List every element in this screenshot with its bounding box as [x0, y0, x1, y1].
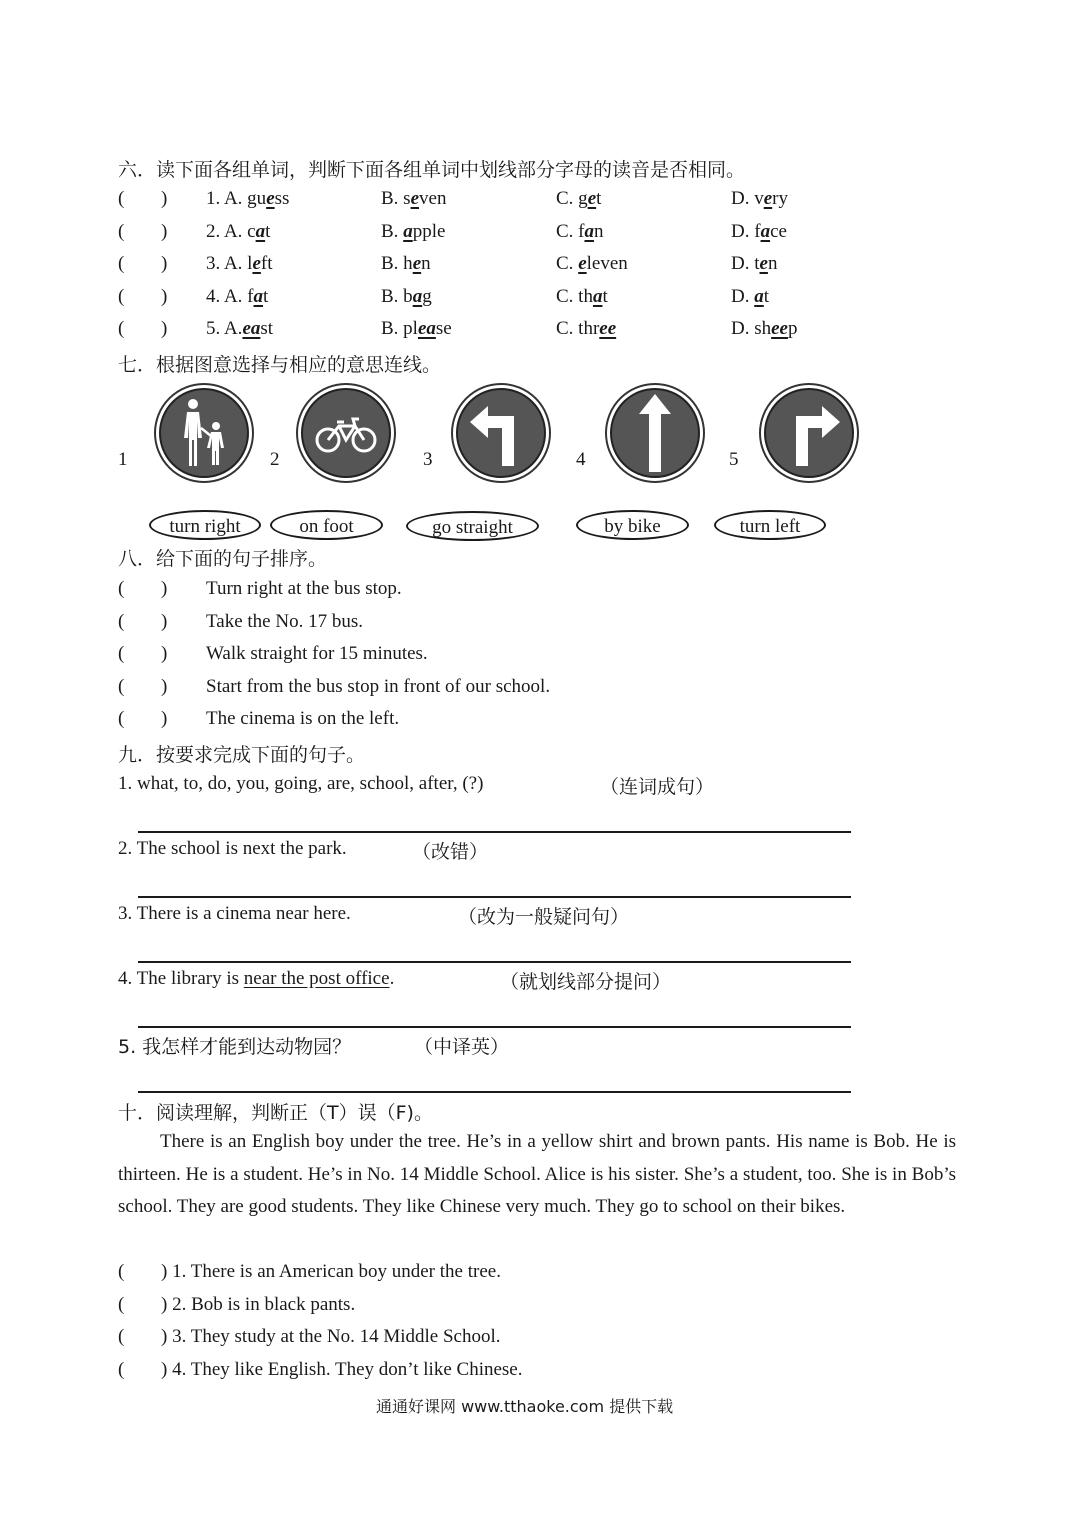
question-1-text: 1. what, to, do, you, going, are, school, after, (?): [118, 773, 484, 794]
word-underlined-letters: a: [760, 220, 771, 242]
word-underlined-letters: e: [252, 253, 261, 274]
word-underlined-letters: ee: [771, 318, 788, 339]
answer-paren-close: ): [161, 188, 168, 209]
word-prefix: D. v: [731, 188, 764, 209]
order-paren-open[interactable]: (: [118, 643, 125, 664]
pedestrian-sign-icon: [153, 382, 255, 484]
word-option-c: [556, 221, 604, 243]
order-paren-close: ): [161, 610, 168, 632]
reading-passage: There is an English boy under the tree. He’s in a yellow shirt and brown pants. His name is Bob. He is thirteen. He is a student. He’s in No. 14 Middle School. Alice is his sister. She’s a student, too. She is in Bob’s school. They are good students. They like Chinese very much. They go to school on their bikes.: [118, 1131, 956, 1217]
word-option-c: [556, 286, 608, 308]
item-number: 2.: [206, 220, 221, 242]
word-suffix: t: [602, 285, 608, 307]
question-4-pre: 4. The library is: [118, 968, 244, 989]
sign-number-5: 5: [729, 449, 739, 470]
word-prefix: C. th: [556, 285, 593, 307]
word-suffix: t: [763, 285, 770, 307]
sign-number-1: 1: [118, 449, 128, 470]
order-paren-close: ): [161, 643, 168, 664]
word-underlined-letters: ee: [599, 318, 617, 339]
word-prefix: C. f: [556, 220, 585, 242]
word-underlined-letters: e: [578, 253, 587, 274]
answer-paren-open[interactable]: (: [118, 285, 125, 307]
word-underlined-letters: a: [412, 285, 423, 307]
question-5-text: 5. 我怎样才能到达动物园？: [118, 1036, 352, 1058]
word-option-b: [381, 286, 432, 308]
word-suffix: st: [260, 318, 274, 339]
answer-paren-close: ): [161, 285, 168, 307]
section7-title: 七．根据图意选择与相应的意思连线。: [118, 354, 442, 376]
order-paren-open[interactable]: (: [118, 610, 125, 632]
word-underlined-letters: a: [253, 285, 264, 307]
word-suffix: n: [421, 253, 431, 274]
word-suffix: pple: [412, 220, 446, 242]
item-number: 3.: [206, 253, 221, 274]
phrase-oval-on-foot[interactable]: on foot: [270, 510, 383, 540]
word-suffix: ce: [770, 220, 787, 242]
answer-line-4[interactable]: [138, 1026, 851, 1028]
word-option-b: [381, 318, 452, 340]
straight-ahead-sign-icon: [604, 382, 706, 484]
word-underlined-letters: e: [763, 188, 773, 209]
tf-paren-open[interactable]: (: [118, 1261, 125, 1282]
word-suffix: leven: [586, 253, 628, 274]
word-suffix: ft: [260, 253, 273, 274]
word-suffix: ss: [274, 188, 290, 209]
word-prefix: D. t: [731, 253, 760, 274]
question-4-text: [118, 968, 394, 990]
answer-paren-open[interactable]: (: [118, 318, 125, 339]
phrase-oval-go-straight[interactable]: go straight: [406, 511, 539, 541]
item-number: 4.: [206, 285, 221, 307]
word-suffix: n: [767, 253, 778, 274]
answer-paren-close: ): [161, 253, 168, 274]
word-prefix: D. sh: [731, 318, 772, 339]
section8-title: 八．给下面的句子排序。: [118, 548, 328, 570]
question-4-underlined: near the post office: [243, 968, 390, 989]
word-option-a: [206, 188, 289, 210]
word-option-a: [206, 253, 273, 275]
order-paren-close: ): [161, 578, 168, 599]
answer-line-5[interactable]: [138, 1091, 851, 1093]
answer-paren-open[interactable]: (: [118, 220, 125, 242]
word-prefix: B. s: [381, 188, 411, 209]
word-prefix: A. f: [223, 285, 254, 307]
bicycle-sign-icon: [295, 382, 397, 484]
item-number: 1.: [206, 188, 221, 209]
answer-paren-open[interactable]: (: [118, 188, 125, 209]
footer-text: 通通好课网 www.tthaoke.com 提供下载: [376, 1397, 674, 1416]
sentence-item: Turn right at the bus stop.: [206, 578, 402, 599]
question-2-text: 2. The school is next the park.: [118, 838, 347, 859]
word-option-d: [731, 188, 788, 210]
section10-title: 十．阅读理解，判断正（T）误（F)。: [118, 1102, 433, 1124]
word-suffix: t: [596, 188, 602, 209]
phrase-oval-by-bike[interactable]: by bike: [576, 510, 689, 540]
word-underlined-letters: e: [266, 188, 275, 209]
word-suffix: t: [265, 220, 271, 242]
word-underlined-letters: e: [412, 253, 422, 274]
word-option-a: [206, 318, 273, 340]
question-4-post: .: [389, 968, 395, 989]
order-paren-open[interactable]: (: [118, 578, 125, 599]
answer-line-3[interactable]: [138, 961, 851, 963]
word-option-d: [731, 286, 769, 308]
question-2-hint: （改错）: [412, 841, 489, 863]
tf-statement: ) 4. They like English. They don’t like Chinese.: [161, 1358, 523, 1380]
sign-number-2: 2: [270, 449, 280, 470]
word-suffix: ry: [772, 188, 788, 209]
word-option-b: [381, 188, 446, 210]
word-prefix: B. b: [381, 285, 413, 307]
word-prefix: A. c: [223, 220, 256, 242]
word-underlined-letters: e: [410, 188, 420, 209]
word-option-a: [206, 221, 270, 243]
word-prefix: C. thr: [556, 318, 600, 339]
word-prefix: B.: [381, 220, 404, 242]
answer-line-1[interactable]: [138, 831, 851, 833]
order-paren-open[interactable]: (: [118, 675, 125, 697]
word-prefix: B. h: [381, 253, 413, 274]
word-underlined-letters: a: [403, 220, 413, 242]
order-paren-close: ): [161, 675, 168, 697]
turn-right-sign-icon: [758, 382, 860, 484]
tf-statement: ) 2. Bob is in black pants.: [161, 1293, 356, 1315]
answer-paren-open[interactable]: (: [118, 253, 125, 274]
question-3-hint: （改为一般疑问句）: [458, 906, 630, 928]
answer-line-2[interactable]: [138, 896, 851, 898]
word-option-d: [731, 221, 787, 243]
word-prefix: C.: [556, 253, 579, 274]
word-underlined-letters: a: [255, 220, 266, 242]
word-option-a: [206, 286, 268, 308]
sign-number-3: 3: [423, 449, 433, 470]
word-suffix: p: [788, 318, 798, 339]
word-option-d: [731, 253, 777, 275]
word-option-b: [381, 253, 431, 275]
order-paren-open[interactable]: (: [118, 708, 125, 729]
tf-paren-open[interactable]: (: [118, 1358, 125, 1380]
phrase-oval-turn-right[interactable]: turn right: [149, 510, 261, 540]
tf-paren-open[interactable]: (: [118, 1326, 125, 1347]
word-suffix: t: [263, 285, 269, 307]
word-option-b: [381, 221, 445, 243]
answer-paren-close: ): [161, 318, 168, 339]
word-option-d: [731, 318, 798, 340]
turn-left-sign-icon: [450, 382, 552, 484]
tf-statement: ) 3. They study at the No. 14 Middle School.: [161, 1326, 501, 1347]
section6-title: 六．读下面各组单词，判断下面各组单词中划线部分字母的读音是否相同。: [118, 159, 746, 181]
phrase-oval-turn-left[interactable]: turn left: [714, 510, 826, 540]
sentence-item: Walk straight for 15 minutes.: [206, 643, 428, 664]
question-3-text: 3. There is a cinema near here.: [118, 903, 351, 924]
tf-paren-open[interactable]: (: [118, 1293, 125, 1315]
word-suffix: n: [594, 220, 604, 242]
word-underlined-letters: e: [587, 188, 597, 209]
word-underlined-letters: a: [592, 285, 603, 307]
sign-number-4: 4: [576, 449, 586, 470]
question-4-hint: （就划线部分提问）: [500, 971, 672, 993]
word-option-c: [556, 253, 628, 275]
word-prefix: C. g: [556, 188, 588, 209]
section9-title: 九．按要求完成下面的句子。: [118, 744, 366, 766]
word-underlined-letters: ea: [417, 318, 436, 339]
answer-paren-close: ): [161, 220, 168, 242]
word-prefix: D. f: [731, 220, 761, 242]
tf-statement: ) 1. There is an American boy under the tree.: [161, 1261, 501, 1282]
word-suffix: g: [422, 285, 432, 307]
word-prefix: A. l: [223, 253, 253, 274]
word-underlined-letters: a: [584, 220, 594, 242]
word-option-c: [556, 188, 601, 210]
sentence-item: Start from the bus stop in front of our school.: [206, 675, 551, 697]
word-prefix: B. pl: [381, 318, 418, 339]
word-underlined-letters: ea: [242, 318, 261, 339]
word-suffix: ven: [419, 188, 447, 209]
word-underlined-letters: e: [759, 253, 768, 274]
word-prefix: A. gu: [223, 188, 267, 209]
word-option-c: [556, 318, 616, 340]
word-suffix: se: [435, 318, 452, 339]
sentence-item: The cinema is on the left.: [206, 708, 400, 729]
sentence-item: Take the No. 17 bus.: [206, 610, 363, 632]
word-underlined-letters: a: [754, 285, 764, 307]
question-5-hint: （中译英）: [414, 1036, 510, 1058]
word-prefix: D.: [731, 285, 755, 307]
question-1-hint: （连词成句）: [600, 776, 715, 798]
word-prefix: A.: [223, 318, 243, 339]
order-paren-close: ): [161, 708, 168, 729]
item-number: 5.: [206, 318, 221, 339]
